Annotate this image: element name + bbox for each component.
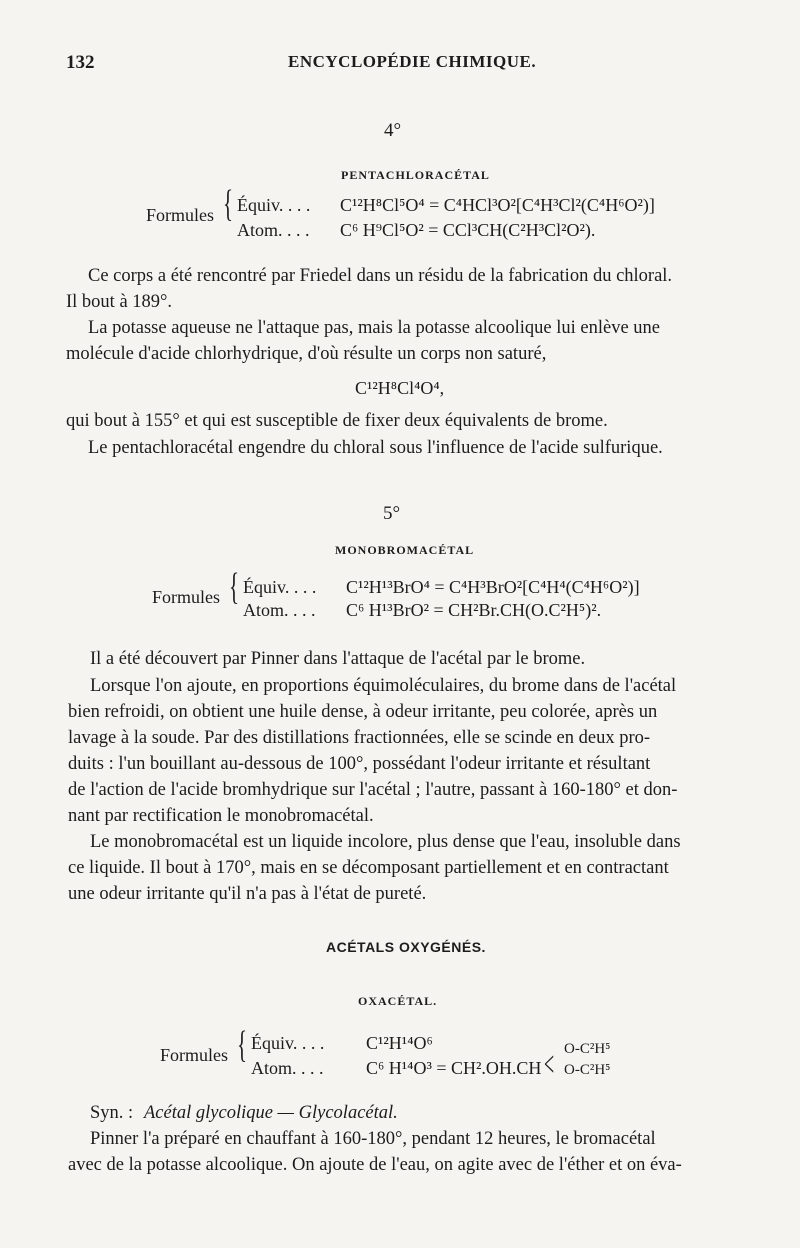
formulas-label: Formules xyxy=(152,587,221,607)
formulas-label: Formules xyxy=(146,205,215,225)
formulas-label: Formules xyxy=(160,1045,229,1065)
paragraph-line: Il bout à 189°. xyxy=(66,292,173,312)
paragraph-line: de l'action de l'acide bromhydrique sur l'acétal ; l'autre, passant à 160-180° et don- xyxy=(68,780,678,800)
paragraph-line: molécule d'acide chlorhydrique, d'où résulte un corps non saturé, xyxy=(66,344,547,364)
paragraph-line: ce liquide. Il bout à 170°, mais en se décomposant partiellement et en contractant xyxy=(68,858,669,878)
atom-formula: C⁶ H¹⁴O³ = CH².OH.CH xyxy=(366,1058,542,1078)
equiv-label: Équiv. . . . xyxy=(243,577,317,597)
branch-formula-top: O-C²H⁵ xyxy=(564,1041,611,1057)
paragraph-line: Le pentachloracétal engendre du chloral sous l'influence de l'acide sulfurique. xyxy=(88,438,663,458)
branch-formula-bottom: O-C²H⁵ xyxy=(564,1062,611,1078)
paragraph-line: Pinner l'a préparé en chauffant à 160-180°, pendant 12 heures, le bromacétal xyxy=(90,1129,656,1149)
paragraph-line: Il a été découvert par Pinner dans l'attaque de l'acétal par le brome. xyxy=(90,649,586,669)
paragraph-line: une odeur irritante qu'il n'a pas à l'état de pureté. xyxy=(68,884,427,904)
synonym-text: Acétal glycolique — Glycolacétal. xyxy=(144,1103,398,1123)
brace-icon: { xyxy=(229,566,240,608)
paragraph-line: nant par rectification le monobromacétal. xyxy=(68,806,374,826)
section-title: PENTACHLORACÉTAL xyxy=(341,168,490,182)
running-head-title: ENCYCLOPÉDIE CHIMIQUE. xyxy=(288,52,537,71)
page-number: 132 xyxy=(66,52,95,73)
brace-icon: { xyxy=(223,183,234,225)
section-title: OXACÉTAL. xyxy=(358,994,438,1008)
paragraph-line: lavage à la soude. Par des distillations fractionnées, elle se scinde en deux pro- xyxy=(68,728,651,748)
section-number: 5° xyxy=(383,503,401,524)
equiv-formula: C¹²H⁸Cl⁵O⁴ = C⁴HCl³O²[C⁴H³Cl²(C⁴H⁶O²)] xyxy=(340,195,655,215)
synonym-prefix: Syn. : xyxy=(90,1103,134,1123)
equiv-label: Équiv. . . . xyxy=(251,1033,325,1053)
chapter-heading: ACÉTALS OXYGÉNÉS. xyxy=(326,939,486,955)
atom-label: Atom. . . . xyxy=(251,1058,324,1078)
brace-icon: { xyxy=(237,1024,248,1066)
paragraph-line: La potasse aqueuse ne l'attaque pas, mais la potasse alcoolique lui enlève une xyxy=(88,318,661,338)
paragraph-line: duits : l'un bouillant au-dessous de 100°, possédant l'odeur irritante et résultant xyxy=(68,754,651,774)
section-number: 4° xyxy=(384,120,402,141)
paragraph-line: qui bout à 155° et qui est susceptible de fixer deux équivalents de brome. xyxy=(66,411,608,431)
atom-formula: C⁶ H⁹Cl⁵O² = CCl³CH(C²H³Cl²O²). xyxy=(340,220,596,240)
paragraph-line: avec de la potasse alcoolique. On ajoute de l'eau, on agite avec de l'éther et on éva- xyxy=(68,1155,682,1175)
paragraph-line: Ce corps a été rencontré par Friedel dans un résidu de la fabrication du chloral. xyxy=(88,266,673,286)
equiv-formula: C¹²H¹⁴O⁶ xyxy=(366,1033,433,1053)
atom-label: Atom. . . . xyxy=(237,220,310,240)
section-title: MONOBROMACÉTAL xyxy=(335,543,475,557)
paragraph-line: Lorsque l'on ajoute, en proportions équimoléculaires, du brome dans de l'acétal xyxy=(90,676,677,696)
paragraph-line: bien refroidi, on obtient une huile dense, à odeur irritante, peu colorée, après un xyxy=(68,702,658,722)
centered-formula: C¹²H⁸Cl⁴O⁴, xyxy=(355,378,445,398)
equiv-label: Équiv. . . . xyxy=(237,195,311,215)
paragraph-line: Le monobromacétal est un liquide incolore, plus dense que l'eau, insoluble dans xyxy=(90,832,681,852)
equiv-formula: C¹²H¹³BrO⁴ = C⁴H³BrO²[C⁴H⁴(C⁴H⁶O²)] xyxy=(346,577,640,597)
angle-bracket-icon: < xyxy=(544,1044,555,1084)
atom-formula: C⁶ H¹³BrO² = CH²Br.CH(O.C²H⁵)². xyxy=(346,600,602,620)
atom-label: Atom. . . . xyxy=(243,600,316,620)
